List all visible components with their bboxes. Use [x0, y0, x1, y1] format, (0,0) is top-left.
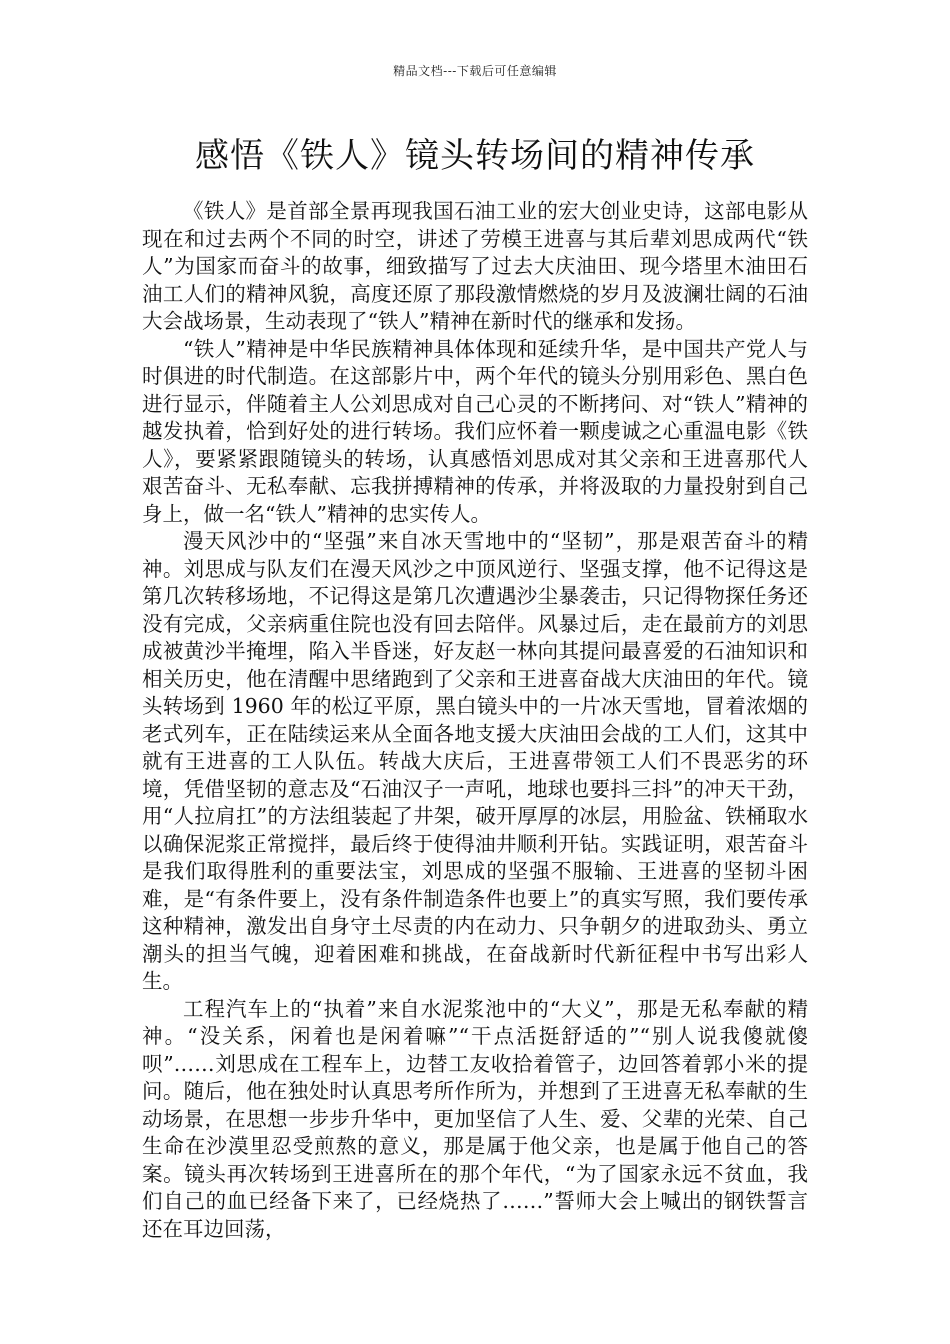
paragraph-1: 《铁人》是首部全景再现我国石油工业的宏大创业史诗，这部电影从现在和过去两个不同的时空，讲述了劳模王进喜与其后辈刘思成两代“铁人”为国家而奋斗的故事，细致描写了过去大庆油田、现今塔里木油田石油工人们的精神风貌，高度还原了那段激情燃烧的岁月及波澜壮阔的石油大会战场景，生动表现了“铁人”精神在新时代的继承和发扬。 — [142, 199, 808, 333]
document-title: 感悟《铁人》镜头转场间的精神传承 — [195, 136, 755, 176]
paragraph-3: 漫天风沙中的“坚强”来自冰天雪地中的“坚韧”，那是艰苦奋斗的精神。刘思成与队友们在漫天风沙之中顶风逆行、坚强支撑，他不记得这是第几次转移场地，不记得这是第几次遭遇沙尘暴袭击，只记得物探任务还没有完成，父亲病重住院也没有回去陪伴。风暴过后，走在最前方的刘思成被黄沙半掩埋，陷入半昏迷，好友赵一林向其提问最喜爱的石油知识和相关历史，他在清醒中思绪跑到了父亲和王进喜奋战大庆油田的年代。镜头转场到 1960 年的松辽平原，黑白镜头中的一片冰天雪地，冒着浓烟的老式列车，正在陆续运来从全面各地支援大庆油田会战的工人们，这其中就有王进喜的工人队伍。转战大庆后，王进喜带领工人们不畏恶劣的环境，凭借坚韧的意志及“石油汉子一声吼，地球也要抖三抖”的冲天干劲，用“人拉肩扛”的方法组装起了井架，破开厚厚的冰层，用脸盆、铁桶取水以确保泥浆正常搅拌，最后终于使得油井顺利开钻。实践证明，艰苦奋斗是我们取得胜利的重要法宝，刘思成的坚强不服输、王进喜的坚韧斗困难，是“有条件要上，没有条件制造条件也要上”的真实写照，我们要传承这种精神，激发出自身守土尽责的内在动力、只争朝夕的进取劲头、勇立潮头的担当气魄，迎着困难和挑战，在奋战新时代新征程中书写出彩人生。 — [142, 529, 808, 993]
paragraph-4: 工程汽车上的“执着”来自水泥浆池中的“大义”，那是无私奉献的精神。“没关系，闲着也是闲着嘛”“干点活挺舒适的”“别人说我傻就傻呗”……刘思成在工程车上，边替工友收拾着管子，边回答着郭小米的提问。随后，他在独处时认真思考所作所为，并想到了王进喜无私奉献的生动场景，在思想一步步升华中，更加坚信了人生、爱、父辈的光荣、自己生命在沙漠里忍受煎熬的意义，那是属于他父亲，也是属于他自己的答案。镜头再次转场到王进喜所在的那个年代，“为了国家永远不贫血，我们自己的血已经备下来了，已经烧热了……”誓师大会上喊出的钢铁誓言还在耳边回荡， — [142, 996, 808, 1241]
paragraph-2: “铁人”精神是中华民族精神具体体现和延续升华，是中国共产党人与时俱进的时代制造。在这部影片中，两个年代的镜头分别用彩色、黑白色进行显示，伴随着主人公刘思成对自己心灵的不断拷问、对“铁人”精神的越发执着，恰到好处的进行转场。我们应怀着一颗虔诚之心重温电影《铁人》，要紧紧跟随镜头的转场，认真感悟刘思成对其父亲和王进喜那代人艰苦奋斗、无私奉献、忘我拼搏精神的传承，并将汲取的力量投射到自己身上，做一名“铁人”精神的忠实传人。 — [142, 336, 808, 526]
document-body — [142, 198, 808, 1243]
page-header: 精品文档---下载后可任意编辑 — [393, 64, 557, 78]
